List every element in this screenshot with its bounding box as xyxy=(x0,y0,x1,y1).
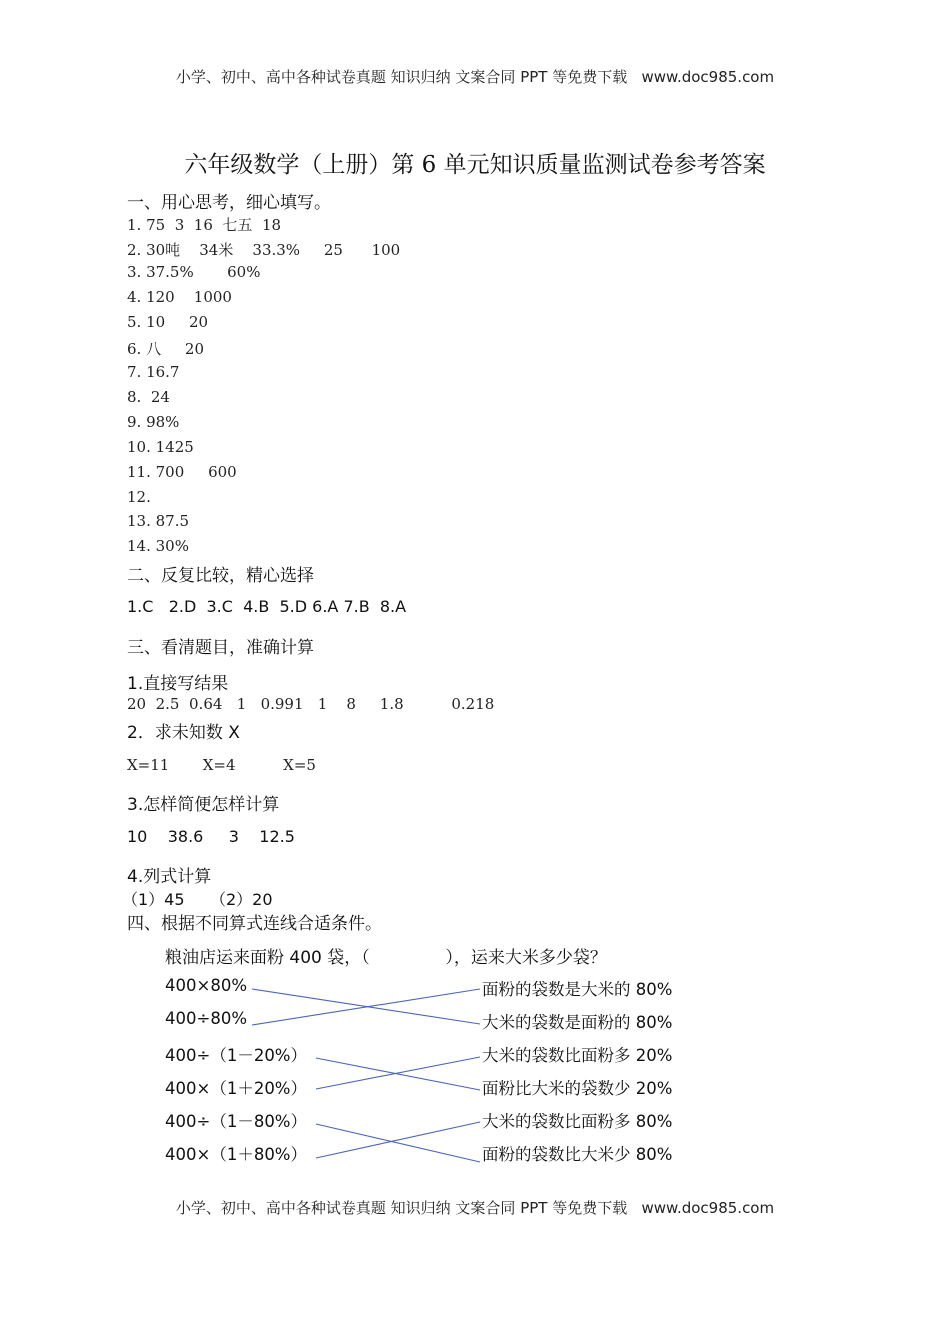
s3-part3-values: 10 38.6 3 12.5 xyxy=(127,827,295,846)
s1-item-10: 10. 1425 xyxy=(127,438,194,456)
condition-5: 大米的袋数比面粉多 80% xyxy=(482,1112,673,1131)
condition-6: 面粉的袋数比大米少 80% xyxy=(482,1145,673,1164)
s1-item-1: 1. 75 3 16 七五 18 xyxy=(127,216,282,234)
s3-part2-values: X=11 X=4 X=5 xyxy=(127,756,316,774)
s3-part2-title: 2．求未知数 X xyxy=(127,723,240,743)
page-footer: 小学、初中、高中各种试卷真题 知识归纳 文案合同 PPT 等免费下载 www.doc985.com xyxy=(175,1199,775,1217)
section2-heading: 二、反复比较，精心选择 xyxy=(127,566,314,586)
condition-4: 面粉比大米的袋数少 20% xyxy=(482,1079,673,1098)
s1-item-12: 12. xyxy=(127,488,151,506)
section2-answers: 1.C 2.D 3.C 4.B 5.D 6.A 7.B 8.A xyxy=(127,597,407,616)
expression-3: 400÷（1－20%） xyxy=(165,1046,307,1065)
s3-part4-values: （1）45 （2）20 xyxy=(122,890,273,909)
s1-item-3: 3. 37.5% 60% xyxy=(127,263,261,281)
s3-part4-title: 4.列式计算 xyxy=(127,867,212,887)
s4-prompt: 粮油店运来面粉 400 袋，（ ），运来大米多少袋？ xyxy=(165,948,607,968)
condition-3: 大米的袋数比面粉多 20% xyxy=(482,1046,673,1065)
match-line-4 xyxy=(316,1057,480,1089)
expression-6: 400×（1＋80%） xyxy=(165,1145,307,1164)
s1-item-11: 11. 700 600 xyxy=(127,463,237,481)
match-line-3 xyxy=(316,1058,480,1090)
page-header: 小学、初中、高中各种试卷真题 知识归纳 文案合同 PPT 等免费下载 www.doc985.com xyxy=(175,68,775,86)
expression-1: 400×80% xyxy=(165,976,247,995)
s1-item-9: 9. 98% xyxy=(127,413,180,431)
s1-item-13: 13. 87.5 xyxy=(127,512,190,530)
condition-1: 面粉的袋数是大米的 80% xyxy=(482,980,673,999)
s3-part1-title: 1.直接写结果 xyxy=(127,674,229,694)
expression-4: 400×（1＋20%） xyxy=(165,1079,307,1098)
s1-item-8: 8. 24 xyxy=(127,388,170,406)
s3-part3-title: 3.怎样简便怎样计算 xyxy=(127,795,280,815)
s3-part1-values: 20 2.5 0.64 1 0.991 1 8 1.8 0.218 xyxy=(127,695,495,713)
s1-item-7: 7. 16.7 xyxy=(127,363,180,381)
condition-2: 大米的袋数是面粉的 80% xyxy=(482,1013,673,1032)
section4-heading: 四、根据不同算式连线合适条件。 xyxy=(127,914,382,934)
expression-5: 400÷（1－80%） xyxy=(165,1112,307,1131)
s1-item-2: 2. 30吨 34米 33.3% 25 100 xyxy=(127,241,401,259)
match-line-5 xyxy=(316,1124,480,1162)
s1-item-5: 5. 10 20 xyxy=(127,313,209,331)
s1-item-4: 4. 120 1000 xyxy=(127,288,232,306)
match-line-6 xyxy=(316,1122,480,1158)
s1-item-14: 14. 30% xyxy=(127,537,189,555)
expression-2: 400÷80% xyxy=(165,1009,247,1028)
section1-heading: 一、用心思考，细心填写。 xyxy=(127,193,331,213)
section3-heading: 三、看清题目，准确计算 xyxy=(127,638,314,658)
page-title: 六年级数学（上册）第 6 单元知识质量监测试卷参考答案 xyxy=(184,152,766,178)
s1-item-6: 6. 八 20 xyxy=(127,340,205,358)
